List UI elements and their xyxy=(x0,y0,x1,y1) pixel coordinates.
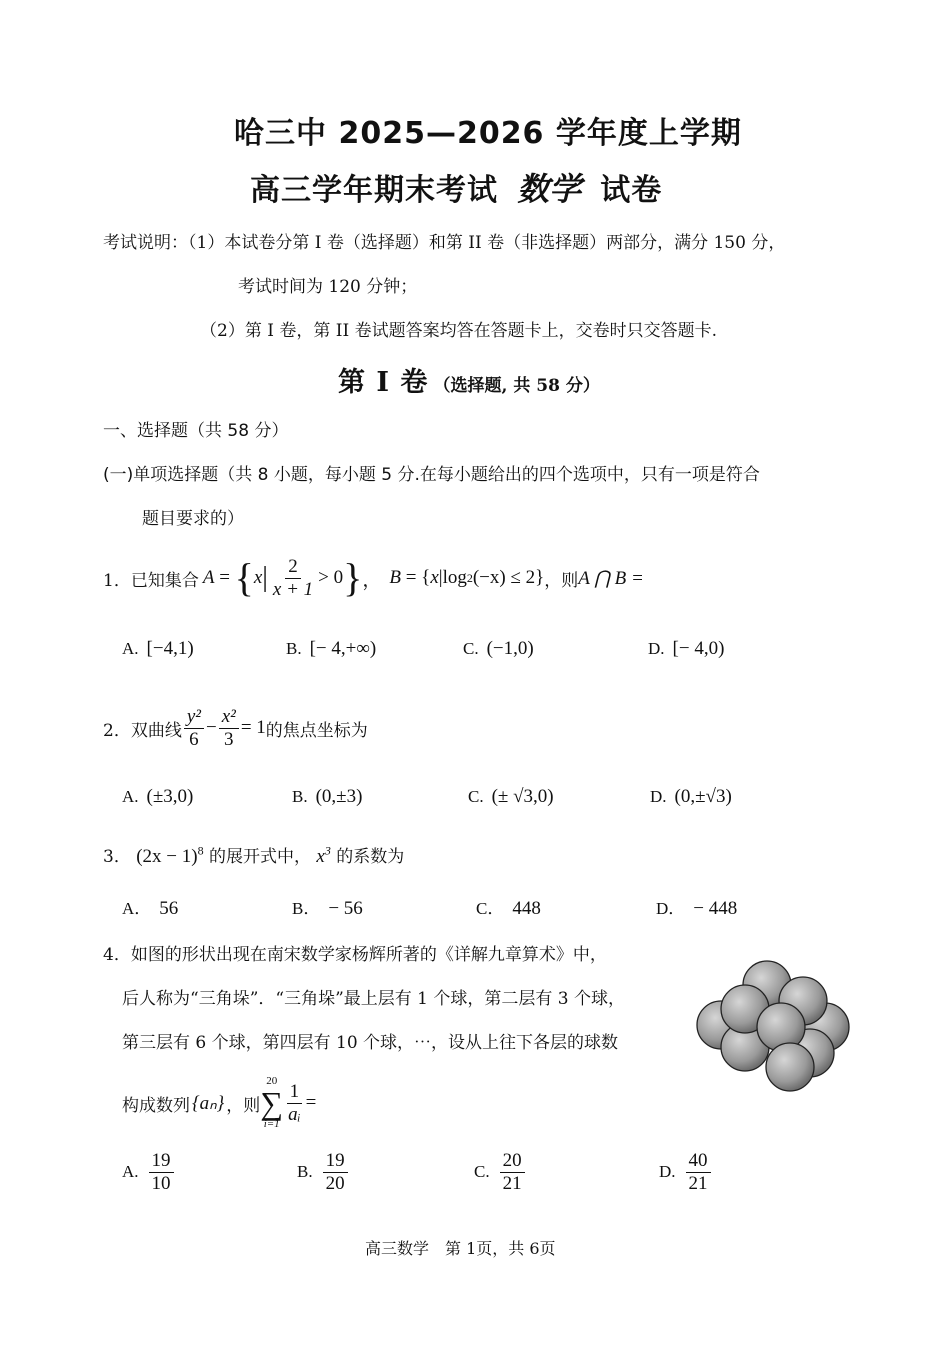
q4-option-c-den: 21 xyxy=(502,1172,522,1194)
q3-term xyxy=(316,843,331,867)
q4-line4-prefix: 构成数列 xyxy=(122,1095,190,1116)
exam-title-part-a: 高三学年期末考试 xyxy=(250,173,498,208)
q2-option-c[interactable] xyxy=(468,786,554,808)
q1-frac-den: x + 1 xyxy=(272,578,314,600)
q4-option-d-label: D. xyxy=(659,1162,676,1182)
section1-heading: 一、选择题（共 58 分） xyxy=(103,421,289,441)
q3-option-d-value: − 448 xyxy=(693,898,738,919)
q2-option-d-value: (0,±√3) xyxy=(674,786,732,807)
q4-option-b-label: B. xyxy=(297,1162,313,1182)
q1-fraction xyxy=(270,556,316,601)
question-4-line1 xyxy=(103,940,607,965)
q3-expression xyxy=(136,843,204,867)
section1-subheading-cont: 题目要求的） xyxy=(142,509,244,529)
exam-title-part-b: 试卷 xyxy=(600,173,663,208)
q2-equation xyxy=(182,706,266,751)
q1-option-c-label: C. xyxy=(463,639,479,658)
q3-option-a-label: A． xyxy=(122,899,152,918)
section1-subheading: (一)单项选择题（共 8 小题，每小题 5 分.在每小题给出的四个选项中，只有一项是符合 xyxy=(103,465,760,485)
q4-option-c-label: C. xyxy=(474,1162,490,1182)
q2-option-d-label: D. xyxy=(650,787,667,806)
q2-f1-num: y² xyxy=(184,706,204,729)
q4-sequence: {aₙ} xyxy=(192,1092,225,1114)
q3-suffix: 的系数为 xyxy=(336,847,405,867)
instructions-item1-cont: 考试时间为 120 分钟； xyxy=(238,277,418,297)
q2-f2-num: x² xyxy=(219,706,239,729)
q3-mid: 的展开式中， xyxy=(209,847,312,867)
q4-sum-bottom: i=1 xyxy=(263,1118,280,1130)
q2-suffix: 的焦点坐标为 xyxy=(265,720,368,741)
q1-var-a: A xyxy=(202,567,215,588)
q1-option-d[interactable] xyxy=(648,638,724,660)
part1-subtitle: （选择题, 共 58 分） xyxy=(433,376,600,396)
part1-heading xyxy=(338,360,600,399)
q1-then: ，则 xyxy=(544,570,579,591)
q4-line4 xyxy=(122,1072,316,1134)
q4-option-a-num: 19 xyxy=(149,1150,174,1173)
q3-option-a[interactable] xyxy=(122,894,178,920)
q1-frac-num: 2 xyxy=(285,556,301,579)
q1-gt-zero: > 0 xyxy=(318,567,344,588)
q1-intersection: A ⋂ B = xyxy=(578,567,644,589)
q1-var-x: x xyxy=(253,567,263,588)
page-footer: 高三数学 第 1页，共 6页 xyxy=(365,1239,556,1258)
q3-term-pow: 3 xyxy=(324,843,331,858)
q3-expr: (2x − 1) xyxy=(136,846,198,867)
q4-line1: 如图的形状出现在南宋数学家杨辉所著的《详解九章算术》中， xyxy=(130,945,607,965)
q4-sum-fraction xyxy=(285,1081,304,1126)
q3-option-b[interactable] xyxy=(292,894,363,920)
q2-option-d[interactable] xyxy=(650,786,732,808)
exam-title-line1: 哈三中 2025—2026 学年度上学期 xyxy=(234,116,742,151)
q1-log-arg: (−x) ≤ 2 xyxy=(472,567,536,588)
q2-minus: − xyxy=(205,717,217,738)
q3-option-c[interactable] xyxy=(476,894,541,920)
q2-prefix: 双曲线 xyxy=(130,720,182,741)
q1-option-a[interactable] xyxy=(122,638,194,660)
q1-option-b[interactable] xyxy=(286,638,376,660)
question-2 xyxy=(103,700,368,756)
q3-option-c-label: C． xyxy=(476,899,505,918)
q4-option-c[interactable] xyxy=(474,1150,527,1195)
q4-number: 4． xyxy=(103,945,131,965)
q3-option-a-value: 56 xyxy=(159,898,179,919)
q3-option-b-value: − 56 xyxy=(328,898,363,919)
q1-option-c-value: (−1,0) xyxy=(486,638,534,659)
q1-option-d-label: D. xyxy=(648,639,665,658)
instructions-line1 xyxy=(103,228,785,253)
q4-sum-num: 1 xyxy=(287,1081,303,1104)
q2-option-a-label: A. xyxy=(122,787,139,806)
q4-sum-eq: = xyxy=(305,1092,317,1113)
triangular-pile-figure xyxy=(690,955,855,1095)
q4-option-b-num: 19 xyxy=(323,1150,348,1173)
q4-sum-top: 20 xyxy=(266,1075,278,1087)
q2-option-c-label: C. xyxy=(468,787,484,806)
q1-option-a-value: [−4,1) xyxy=(146,638,194,659)
q2-fraction-1 xyxy=(184,706,204,751)
exam-title-line2 xyxy=(250,164,662,210)
q3-power: 8 xyxy=(197,843,204,858)
q1-log: log xyxy=(442,567,467,588)
q4-option-a-den: 10 xyxy=(151,1172,171,1194)
question-3 xyxy=(103,842,404,868)
q1-text: 已知集合 xyxy=(130,570,199,591)
q4-sigma: 20 ∑ i=1 xyxy=(260,1075,284,1130)
q4-option-a[interactable] xyxy=(122,1150,176,1195)
instructions-item1: （1）本试卷分第 I 卷（选择题）和第 II 卷（非选择题）两部分，满分 150 分， xyxy=(188,233,786,253)
q4-option-c-num: 20 xyxy=(500,1150,525,1173)
q1-option-d-value: [− 4,0) xyxy=(672,638,725,659)
q3-option-d-label: D． xyxy=(656,899,686,918)
sphere xyxy=(766,1043,814,1091)
q1-option-b-label: B. xyxy=(286,639,302,658)
q2-option-a[interactable] xyxy=(122,786,193,808)
q2-option-b[interactable] xyxy=(292,786,362,808)
q4-option-a-label: A. xyxy=(122,1162,139,1182)
q3-number: 3． xyxy=(103,847,131,867)
q2-option-c-value: (± √3,0) xyxy=(491,786,554,807)
q2-option-a-value: (±3,0) xyxy=(146,786,194,807)
q2-f2-den: 3 xyxy=(224,728,234,750)
q1-option-b-value: [− 4,+∞) xyxy=(309,638,377,659)
q2-number: 2． xyxy=(103,720,131,741)
q1-option-c[interactable] xyxy=(463,638,534,660)
question-1 xyxy=(103,548,644,608)
q4-option-d-den: 21 xyxy=(688,1172,708,1194)
q3-option-c-value: 448 xyxy=(512,898,541,919)
q3-option-b-label: B． xyxy=(292,899,321,918)
part1-title: 第 I 卷 xyxy=(338,367,429,398)
q3-term-var: x xyxy=(316,846,325,867)
q4-sum-den: aᵢ xyxy=(288,1103,301,1125)
q4-sum xyxy=(260,1076,316,1130)
q2-fraction-2 xyxy=(219,706,239,751)
q4-option-d-num: 40 xyxy=(686,1150,711,1173)
exam-subject: 数学 xyxy=(517,170,582,208)
q4-line4-mid: ，则 xyxy=(226,1095,261,1116)
q3-option-d[interactable] xyxy=(656,894,737,920)
q2-option-b-label: B. xyxy=(292,787,308,806)
q2-option-b-value: (0,±3) xyxy=(315,786,363,807)
q2-eq: = 1 xyxy=(240,717,266,738)
q4-option-b-den: 20 xyxy=(325,1172,345,1194)
q1-set-a: A = { x | $\frac{2}{x + 1}$ > 0 } ， B = { x | log 2 (−x) ≤ 2 } xyxy=(202,555,545,600)
instructions-label: 考试说明： xyxy=(103,233,188,253)
q4-option-b[interactable] xyxy=(297,1150,350,1195)
q1-number: 1． xyxy=(103,570,131,591)
q2-f1-den: 6 xyxy=(189,728,199,750)
q4-line3: 第三层有 6 个球，第四层有 10 个球，⋯，设从上往下各层的球数 xyxy=(122,1033,619,1053)
q1-option-a-label: A. xyxy=(122,639,139,658)
q1-var-b: B xyxy=(389,567,401,588)
q1-log-base: 2 xyxy=(466,570,473,585)
q4-option-d[interactable] xyxy=(659,1150,713,1195)
instructions-item2: （2）第 I 卷，第 II 卷试题答案均答在答题卡上，交卷时只交答题卡. xyxy=(200,321,717,341)
q4-line2: 后人称为“三角垛”．“三角垛”最上层有 1 个球，第二层有 3 个球， xyxy=(122,989,626,1009)
